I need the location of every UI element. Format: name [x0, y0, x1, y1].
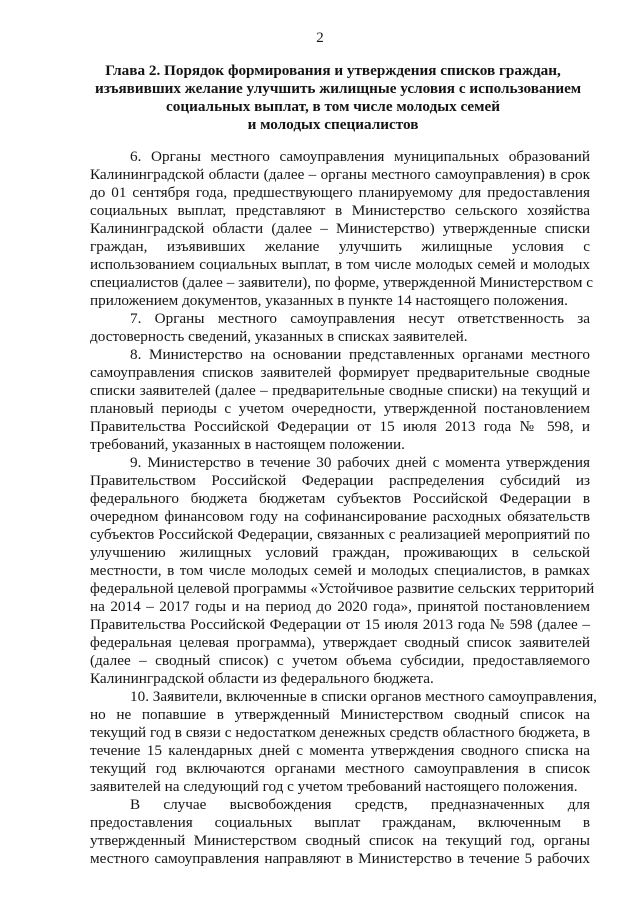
paragraph-release-funds	[90, 796, 590, 868]
text-line: текущий год в связи с недостатком денежных средств областного бюджета, в	[90, 724, 590, 741]
text-line: списки заявителей (далее – предварительные сводные списки) на текущий и	[90, 382, 590, 399]
paragraph-8	[90, 346, 590, 454]
text-line: требований, указанных в настоящем положении.	[90, 436, 405, 453]
text-line: В случае высвобождения средств, предназначенных для	[130, 796, 590, 813]
text-line: Правительством Российской Федерации распределения субсидий из	[90, 472, 590, 489]
text-line: 10. Заявители, включенные в списки органов местного самоуправления,	[130, 688, 597, 705]
heading-line: изъявивших желание улучшить жилищные условия с использованием	[95, 80, 582, 97]
paragraph-10	[90, 688, 597, 796]
text-line: федерального бюджета бюджетам субъектов Российской Федерации в	[90, 490, 590, 507]
text-line: граждан, изъявивших желание улучшить жилищные условия с	[90, 238, 590, 255]
text-line: Калининградской области (далее – органы местного самоуправления) в срок	[90, 166, 590, 183]
text-line: субъектов Российской Федерации, связанных с реализацией мероприятий по	[90, 526, 590, 543]
text-line: (далее – сводный список) с учетом объема субсидии, предоставляемого	[90, 652, 590, 669]
text-line: улучшению жилищных условий граждан, проживающих в сельской	[90, 544, 590, 561]
text-line: до 01 сентября года, предшествующего планируемому для предоставления	[90, 184, 590, 201]
text-line: на 2014 – 2017 годы и на период до 2020 года», принятой постановлением	[90, 598, 590, 615]
paragraph-9	[90, 454, 595, 688]
text-line: очередном финансовом году на софинансирование расходных обязательств	[90, 508, 590, 525]
text-line: федеральной целевой программы «Устойчивое развитие сельских территорий	[90, 580, 595, 597]
text-line: текущий год включаются органами местного самоуправления в список	[90, 760, 590, 777]
text-line: Правительства Российской Федерации от 15 июля 2013 года № 598, и	[90, 418, 590, 435]
paragraph-6	[90, 148, 593, 310]
text-line: предоставления социальных выплат гражданам, включенным в	[90, 814, 590, 831]
document-body	[90, 148, 597, 868]
text-line: утвержденный Министерством сводный список на текущий год, органы	[90, 832, 590, 849]
paragraph-7	[90, 310, 590, 346]
heading-line: и молодых специалистов	[247, 116, 419, 133]
text-line: самоуправления списков заявителей формирует предварительные сводные	[90, 364, 590, 381]
chapter-heading	[95, 62, 582, 134]
text-line: федеральная целевая программа), утверждает сводный список заявителей	[90, 634, 590, 651]
heading-line: социальных выплат, в том числе молодых семей	[165, 98, 501, 115]
text-line: использованием социальных выплат, в том числе молодых семей и молодых	[90, 256, 590, 273]
text-line: местности, в том числе молодых семей и молодых специалистов, в рамках	[90, 562, 590, 579]
text-line: но не попавшие в утвержденный Министерством сводный список на	[90, 706, 590, 723]
text-line: социальных выплат, представляют в Министерство сельского хозяйства	[90, 202, 590, 219]
text-line: 6. Органы местного самоуправления муниципальных образований	[130, 148, 590, 165]
text-line: местного самоуправления направляют в Министерство в течение 5 рабочих	[90, 850, 590, 867]
text-line: Калининградской области из федерального бюджета.	[90, 670, 434, 687]
text-line: достоверность сведений, указанных в списках заявителей.	[90, 328, 468, 345]
text-line: приложением документов, указанных в пункте 14 настоящего положения.	[90, 292, 568, 309]
text-line: Калининградской области (далее – Министерство) утвержденные списки	[90, 220, 590, 237]
text-line: течение 15 календарных дней с момента утверждения сводного списка на	[90, 742, 590, 759]
text-line: плановый периоды с учетом очередности, утвержденной постановлением	[90, 400, 590, 417]
text-line: Правительства Российской Федерации от 15 июля 2013 года № 598 (далее –	[90, 616, 590, 633]
text-line: специалистов (далее – заявители), по форме, утвержденной Министерством с	[90, 274, 593, 291]
page-number: 2	[316, 30, 324, 46]
text-line: 8. Министерство на основании представленных органами местного	[130, 346, 590, 363]
text-line: 7. Органы местного самоуправления несут ответственность за	[130, 310, 590, 327]
text-line: заявителей на следующий год с учетом требований настоящего положения.	[90, 778, 578, 795]
text-line: 9. Министерство в течение 30 рабочих дней с момента утверждения	[130, 454, 590, 471]
heading-line: Глава 2. Порядок формирования и утверждения списков граждан,	[105, 62, 561, 79]
